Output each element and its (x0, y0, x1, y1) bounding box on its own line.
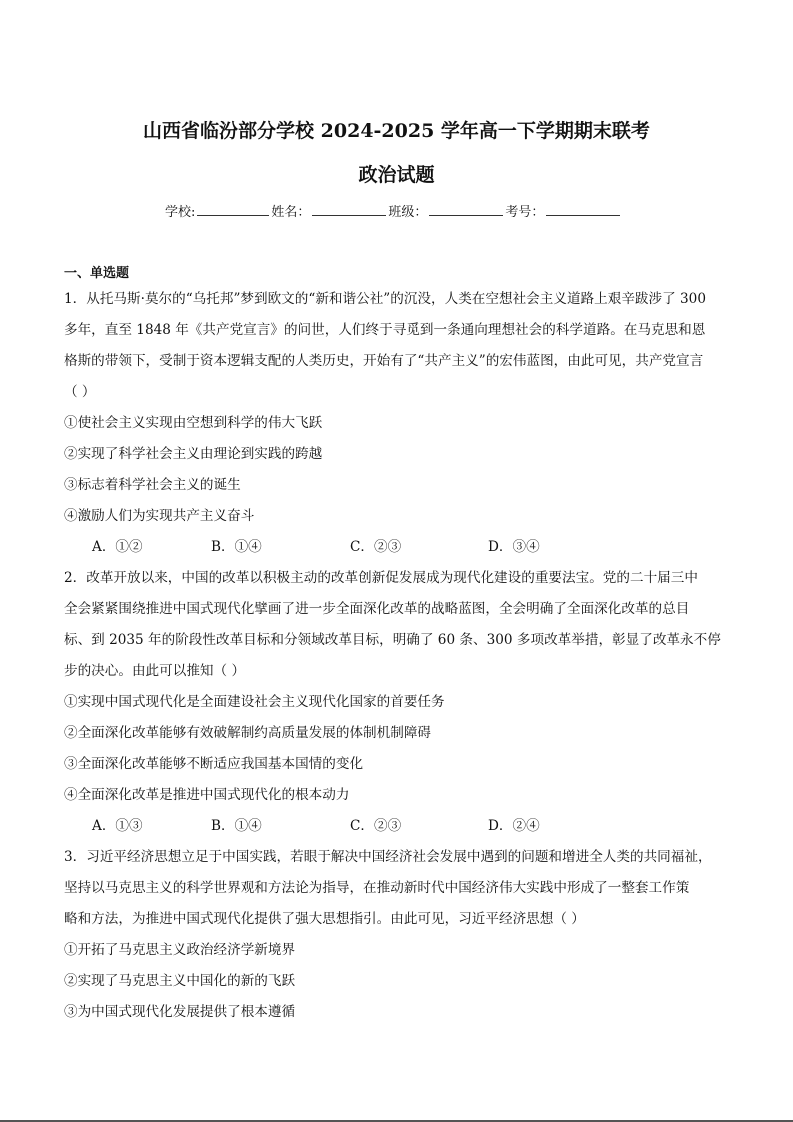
class-blank[interactable] (429, 203, 503, 216)
class-label: 班级： (388, 205, 428, 220)
question-3-statement: ②实现了马克思主义中国化的新的飞跃 (64, 973, 296, 989)
question-1-statement: ②实现了科学社会主义由理论到实践的跨越 (64, 446, 323, 462)
option-a[interactable]: A．①③ (92, 818, 143, 834)
question-2-statement: ①实现中国式现代化是全面建设社会主义现代化国家的首要任务 (64, 694, 445, 710)
question-2-stem-line: 步的决心。由此可以推知（ ） (64, 663, 246, 679)
question-2-statement: ④全面深化改革是推进中国式现代化的根本动力 (64, 787, 350, 803)
exam-subtitle: 政治试题 (358, 164, 435, 186)
question-3-stem-line: 坚持以马克思主义的科学世界观和方法论为指导，在推动新时代中国经济伟大实践中形成了一整套工作策 (64, 880, 690, 896)
name-blank[interactable] (312, 203, 386, 216)
option-a[interactable]: A．①② (92, 539, 143, 555)
question-2-stem-line: 2．改革开放以来，中国的改革以积极主动的改革创新促发展成为现代化建设的重要法宝。党的二十届三中 (64, 570, 698, 586)
question-3-statement: ①开拓了马克思主义政治经济学新境界 (64, 942, 296, 958)
question-2-statement: ②全面深化改革能够有效破解制约高质量发展的体制机制障碍 (64, 725, 432, 741)
student-info-row (165, 201, 622, 220)
question-3-stem-line: 3．习近平经济思想立足于中国实践，若眼于解决中国经济社会发展中遇到的问题和增进全人类的共同福祉， (64, 849, 712, 865)
question-2-stem-line: 全会紧紧围绕推进中国式现代化擘画了进一步全面深化改革的战略蓝图，全会明确了全面深化改革的总目 (64, 601, 690, 617)
question-2-statement: ③全面深化改革能够不断适应我国基本国情的变化 (64, 756, 364, 772)
exam-title: 山西省临汾部分学校 2024-2025 学年高一下学期期末联考 (143, 120, 650, 142)
school-label: 学校: (165, 205, 196, 220)
question-1-stem-line: 1．从托马斯·莫尔的“乌托邦”梦到欧文的“新和谐公社”的沉没，人类在空想社会主义道路上艰辛跋涉了 300 (64, 291, 706, 307)
school-blank[interactable] (197, 203, 269, 216)
option-d[interactable]: D．②④ (488, 818, 540, 834)
question-1-statement: ③标志着科学社会主义的诞生 (64, 477, 241, 493)
section-title: 一、单选题 (64, 266, 130, 281)
option-c[interactable]: C．②③ (350, 818, 402, 834)
question-3-stem-line: 略和方法，为推进中国式现代化提供了强大思想指引。由此可见，习近平经济思想（ ） (64, 911, 585, 927)
exam-number-label: 考号： (505, 205, 545, 220)
question-3-statement: ③为中国式现代化发展提供了根本遵循 (64, 1004, 296, 1020)
option-b[interactable]: B．①④ (211, 818, 262, 834)
question-1-statement: ①使社会主义实现由空想到科学的伟大飞跃 (64, 415, 323, 431)
question-1-stem-line: 多年，直至 1848 年《共产党宣言》的问世，人们终于寻觅到一条通向理想社会的科学道路。在马克思和恩 (64, 322, 706, 338)
question-1-stem-line: （ ） (64, 384, 96, 400)
question-2-stem-line: 标、到 2035 年的阶段性改革目标和分领域改革目标，明确了 60 条、300 多项改革举措，彰显了改革永不停 (64, 632, 721, 648)
exam-number-blank[interactable] (546, 203, 620, 216)
name-label: 姓名： (271, 205, 311, 220)
option-d[interactable]: D．③④ (488, 539, 540, 555)
question-1-stem-line: 格斯的带领下，受制于资本逻辑支配的人类历史，开始有了“共产主义”的宏伟蓝图，由此可见，共产党宣言 (64, 353, 704, 369)
option-c[interactable]: C．②③ (350, 539, 402, 555)
question-1-statement: ④激励人们为实现共产主义奋斗 (64, 508, 255, 524)
option-b[interactable]: B．①④ (211, 539, 262, 555)
